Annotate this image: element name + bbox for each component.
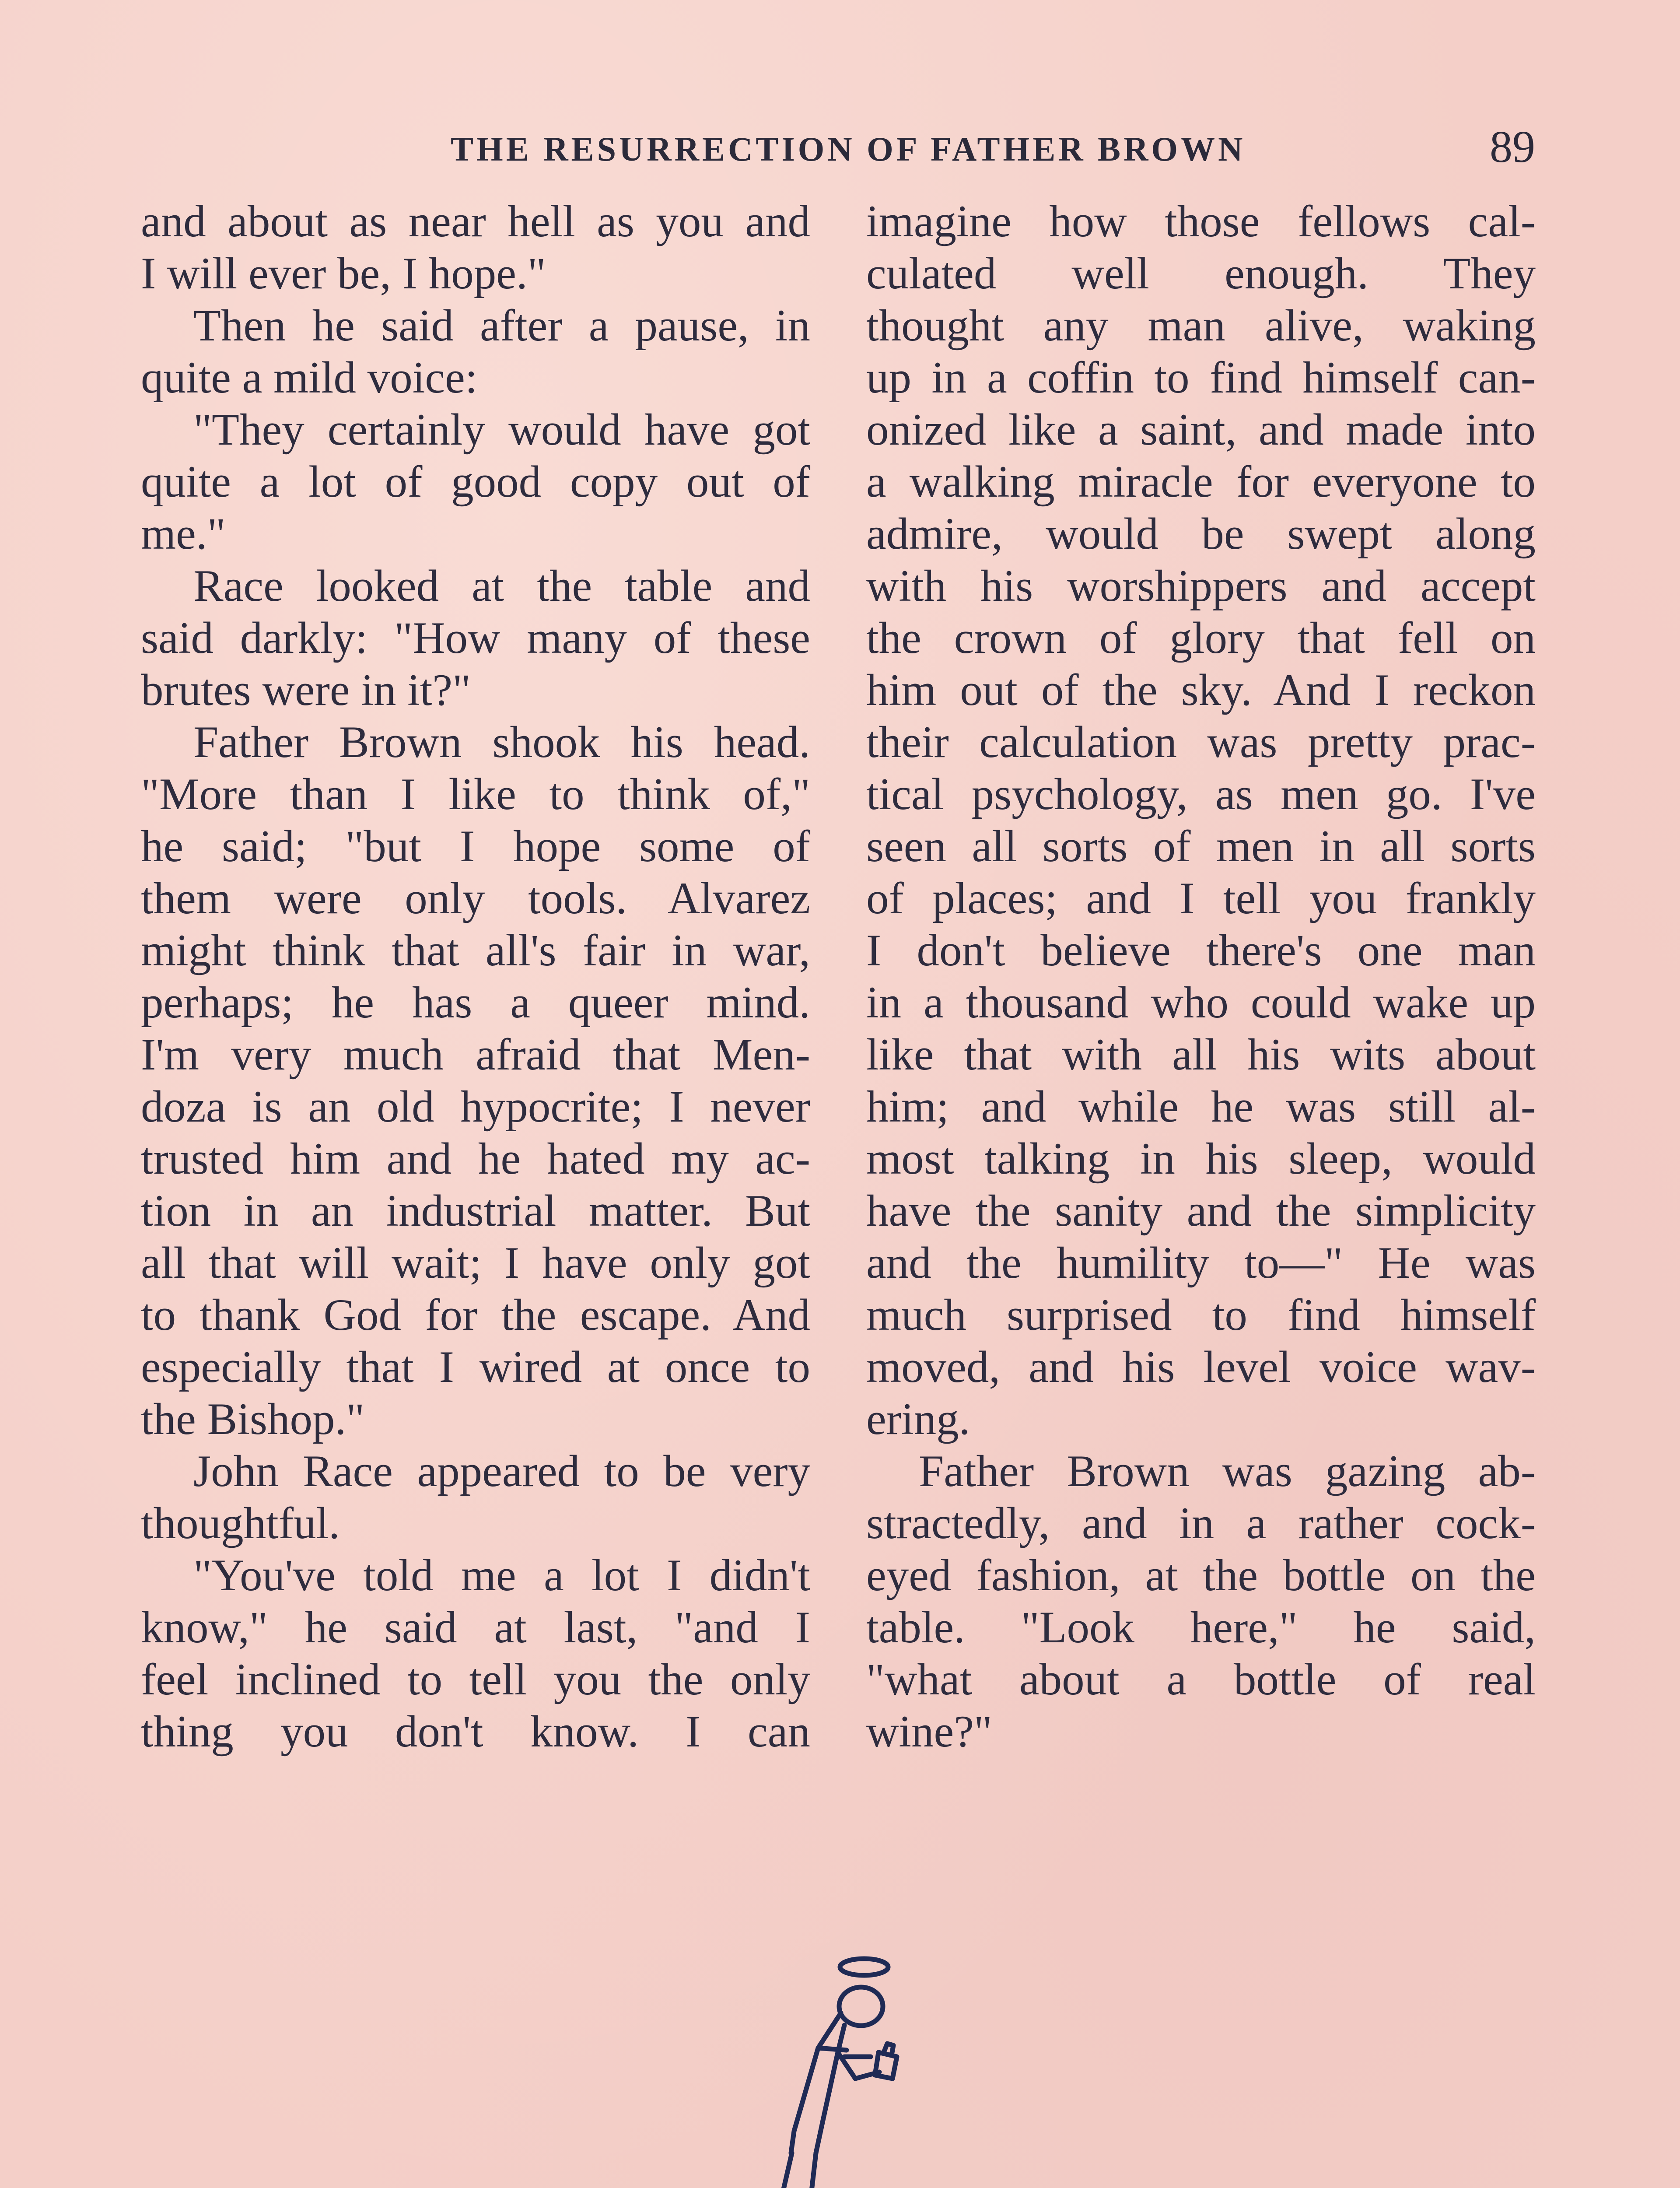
text-line: John Race appeared to be very <box>193 1446 810 1496</box>
text-line: a walking miracle for everyone to <box>866 457 1536 507</box>
text-line: "what about a bottle of real <box>866 1655 1536 1704</box>
text-line: might think that all's fair in war, <box>141 926 810 975</box>
text-line: he said; "but I hope some of <box>141 821 810 871</box>
text-line: "More than I like to think of," <box>141 769 810 819</box>
text-line: quite a lot of good copy out of <box>141 457 810 507</box>
text-line: the crown of glory that fell on <box>866 613 1536 663</box>
text-line: and about as near hell as you and <box>141 196 810 246</box>
running-title: THE RESURRECTION OF FATHER BROWN <box>451 130 1246 168</box>
text-line: to thank God for the escape. And <box>141 1290 810 1340</box>
text-line: all that will wait; I have only got <box>141 1238 810 1288</box>
text-line: brutes were in it?" <box>141 665 471 715</box>
text-line: tion in an industrial matter. But <box>141 1186 810 1236</box>
text-line: Father Brown was gazing ab- <box>919 1446 1536 1496</box>
text-line: seen all sorts of men in all sorts <box>866 821 1536 871</box>
text-line: thing you don't know. I can <box>141 1707 810 1757</box>
text-line: stractedly, and in a rather cock- <box>866 1498 1536 1548</box>
text-line: with his worshippers and accept <box>866 561 1536 611</box>
father-brown-halo-illustration <box>739 1947 941 2188</box>
text-line: said darkly: "How many of these <box>141 613 810 663</box>
text-line: him out of the sky. And I reckon <box>866 665 1536 715</box>
head-shape <box>839 1987 883 2026</box>
text-line: Race looked at the table and <box>193 561 810 611</box>
text-line: me." <box>141 509 226 559</box>
text-line: especially that I wired at once to <box>141 1342 810 1392</box>
text-line: feel inclined to tell you the only <box>141 1655 810 1704</box>
text-line: their calculation was pretty prac- <box>866 717 1536 767</box>
text-line: like that with all his wits about <box>866 1030 1536 1080</box>
text-line: doza is an old hypocrite; I never <box>141 1082 810 1132</box>
text-line: him; and while he was still al- <box>866 1082 1536 1132</box>
text-line: know," he said at last, "and I <box>141 1602 810 1652</box>
text-line: most talking in his sleep, would <box>866 1134 1536 1184</box>
text-line: tical psychology, as men go. I've <box>866 769 1536 819</box>
text-line: Father Brown shook his head. <box>193 717 810 767</box>
halo-shape <box>840 1959 888 1975</box>
text-line: moved, and his level voice wav- <box>866 1342 1536 1392</box>
text-line: in a thousand who could wake up <box>866 978 1536 1027</box>
text-line: much surprised to find himself <box>866 1290 1536 1340</box>
left-text-column <box>141 196 810 1758</box>
text-line: wine?" <box>866 1707 992 1757</box>
text-line: and the humility to—" He was <box>866 1238 1536 1288</box>
text-line: Then he said after a pause, in <box>193 301 810 351</box>
text-line: I will ever be, I hope." <box>141 249 546 298</box>
text-line: I'm very much afraid that Men- <box>141 1030 810 1080</box>
text-line: ering. <box>866 1394 970 1444</box>
text-line: the Bishop." <box>141 1394 365 1444</box>
text-line: trusted him and he hated my ac- <box>141 1134 810 1184</box>
text-line: admire, would be swept along <box>866 509 1536 559</box>
text-line: I don't believe there's one man <box>866 926 1536 975</box>
text-line: have the sanity and the simplicity <box>866 1186 1536 1236</box>
text-line: onized like a saint, and made into <box>866 405 1536 455</box>
text-line: "You've told me a lot I didn't <box>193 1550 810 1600</box>
text-line: imagine how those fellows cal- <box>866 196 1536 246</box>
text-line: thoughtful. <box>141 1498 340 1548</box>
right-text-column <box>866 196 1536 1758</box>
text-line: of places; and I tell you frankly <box>866 873 1536 923</box>
text-line: thought any man alive, waking <box>866 301 1536 351</box>
text-line: culated well enough. They <box>866 249 1536 298</box>
text-line: perhaps; he has a queer mind. <box>141 978 810 1027</box>
text-line: quite a mild voice: <box>141 353 478 403</box>
page-number: 89 <box>1490 122 1535 172</box>
text-line: up in a coffin to find himself can- <box>866 353 1536 403</box>
text-line: eyed fashion, at the bottle on the <box>866 1550 1536 1600</box>
leg-shape <box>766 2153 792 2188</box>
text-line: table. "Look here," he said, <box>866 1602 1536 1652</box>
text-line: them were only tools. Alvarez <box>141 873 810 923</box>
text-line: "They certainly would have got <box>193 405 810 455</box>
